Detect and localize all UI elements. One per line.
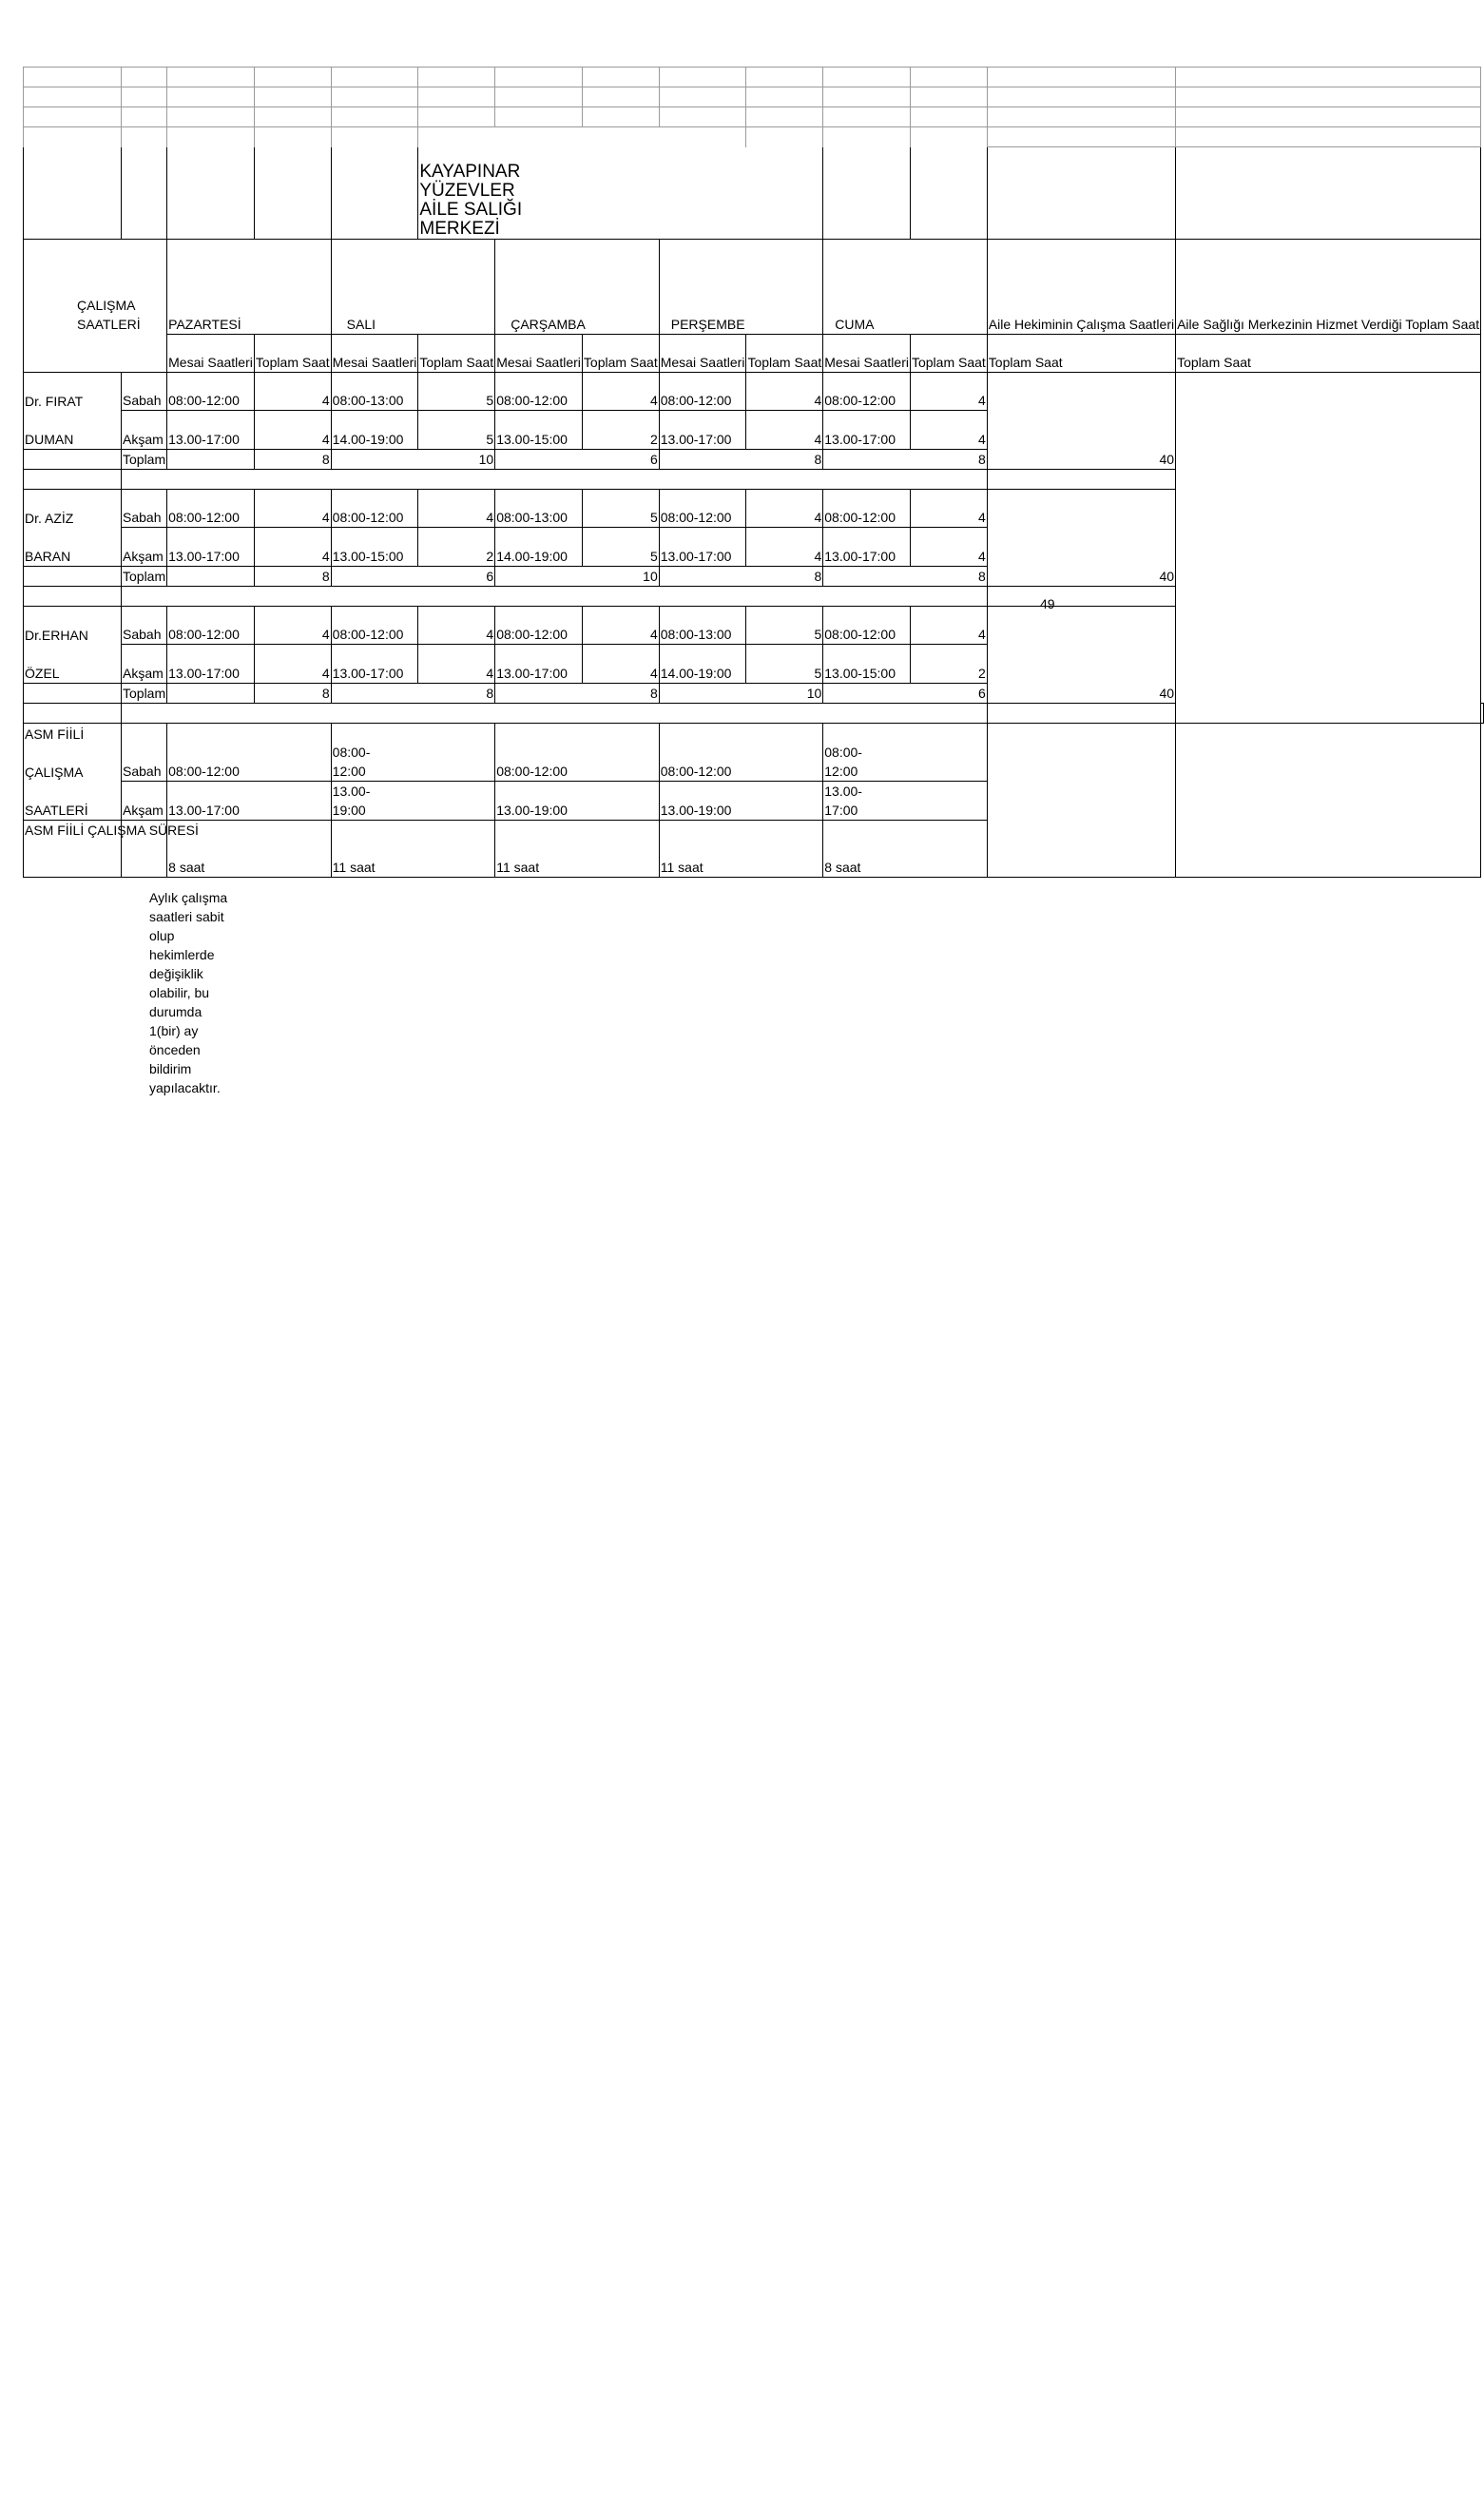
shift-label: Akşam	[122, 528, 167, 567]
shift-hours: 5	[582, 528, 659, 567]
doctor-surname: DUMAN	[24, 411, 122, 450]
shift-hours: 4	[910, 411, 987, 450]
day-total: 10	[582, 567, 659, 587]
toplam-saat-header: Toplam Saat	[987, 335, 1175, 373]
empty-row	[24, 68, 1484, 87]
asm-duration: 11 saat	[331, 821, 495, 878]
shift-hours: 4	[254, 373, 331, 411]
toplam-saat-header: Toplam Saat	[1176, 335, 1481, 373]
day-total: 10	[746, 684, 823, 704]
shift-time: 08:00-13:00	[331, 373, 418, 411]
day-header-wednesday: ÇARŞAMBA	[495, 240, 660, 335]
header-row	[24, 240, 1484, 335]
doctor-surname: ÖZEL	[24, 645, 122, 684]
shift-hours: 2	[582, 411, 659, 450]
shift-time: 13.00-17:00	[167, 645, 255, 684]
asm-row-sabah	[24, 724, 1484, 782]
shift-hours: 4	[254, 607, 331, 645]
total-label: Toplam	[122, 684, 167, 704]
shift-hours: 4	[418, 645, 495, 684]
asm-duration: 11 saat	[659, 821, 823, 878]
day-total: 6	[418, 567, 495, 587]
shift-label: Sabah	[122, 724, 167, 782]
shift-hours: 4	[746, 373, 823, 411]
day-total: 8	[418, 684, 495, 704]
shift-time: 08:00-12:00	[495, 373, 583, 411]
toplam-saat-header: Toplam Saat	[910, 335, 987, 373]
shift-time: 13.00-17:00	[659, 528, 746, 567]
day-total: 8	[910, 450, 987, 470]
doctor-row-sabah	[24, 373, 1484, 411]
shift-hours: 2	[910, 645, 987, 684]
shift-hours: 4	[582, 607, 659, 645]
day-total: 8	[746, 567, 823, 587]
shift-hours: 4	[254, 645, 331, 684]
shift-label: Akşam	[122, 645, 167, 684]
toplam-saat-header: Toplam Saat	[418, 335, 495, 373]
physician-hours-header: Aile Hekiminin Çalışma Saatleri	[987, 240, 1175, 335]
shift-time: 13.00-17:00	[167, 411, 255, 450]
shift-hours: 4	[418, 607, 495, 645]
center-title	[418, 127, 746, 240]
shift-hours: 4	[746, 528, 823, 567]
shift-hours: 2	[418, 528, 495, 567]
shift-hours: 4	[910, 490, 987, 528]
shift-label: Akşam	[122, 411, 167, 450]
doctor-name: Dr. FIRAT	[24, 373, 122, 411]
empty-row	[24, 107, 1484, 127]
toplam-saat-header: Toplam Saat	[582, 335, 659, 373]
shift-time: 13.00-17:00	[659, 411, 746, 450]
asm-label: ASM FİİLİ ÇALIŞMA SAATLERİ	[24, 724, 122, 821]
mesai-header: Mesai Saatleri	[495, 335, 583, 373]
shift-time: 13.00-15:00	[331, 528, 418, 567]
shift-hours: 4	[910, 528, 987, 567]
doctor-name: Dr. AZİZ	[24, 490, 122, 528]
day-total: 10	[418, 450, 495, 470]
shift-time: 08:00-12:00	[495, 607, 583, 645]
title-line: KAYAPINAR	[419, 162, 521, 182]
shift-time: 13.00-17:00	[823, 528, 911, 567]
asm-time: 08:00-12:00	[167, 724, 332, 782]
subheader-row	[24, 335, 1484, 373]
toplam-saat-header: Toplam Saat	[746, 335, 823, 373]
shift-time: 13.00-17:00	[823, 411, 911, 450]
asm-time: 08:00-12:00	[331, 724, 495, 782]
doctor-surname: BARAN	[24, 528, 122, 567]
weekly-total: 40	[987, 373, 1175, 470]
shift-time: 13.00-15:00	[495, 411, 583, 450]
total-label: Toplam	[122, 567, 167, 587]
calisma-saatleri-header: ÇALIŞMA SAATLERİ	[24, 240, 167, 373]
day-total: 8	[254, 684, 331, 704]
shift-hours: 5	[418, 373, 495, 411]
day-total: 8	[254, 567, 331, 587]
mesai-header: Mesai Saatleri	[167, 335, 255, 373]
day-header-monday: PAZARTESİ	[167, 240, 332, 335]
day-header-thursday: PERŞEMBE	[659, 240, 823, 335]
day-total: 8	[746, 450, 823, 470]
toplam-saat-header: Toplam Saat	[254, 335, 331, 373]
shift-hours: 4	[746, 411, 823, 450]
asm-time: 13.00-19:00	[495, 782, 660, 821]
shift-time: 14.00-19:00	[331, 411, 418, 450]
shift-hours: 4	[254, 528, 331, 567]
empty-row	[24, 87, 1484, 107]
shift-time: 08:00-12:00	[167, 373, 255, 411]
shift-hours: 4	[582, 645, 659, 684]
shift-time: 08:00-13:00	[495, 490, 583, 528]
shift-time: 08:00-12:00	[659, 373, 746, 411]
shift-label: Sabah	[122, 373, 167, 411]
asm-time: 13.00-19:00	[331, 782, 495, 821]
shift-hours: 4	[254, 411, 331, 450]
shift-time: 08:00-12:00	[167, 490, 255, 528]
weekly-total: 40	[987, 490, 1175, 587]
mesai-header: Mesai Saatleri	[823, 335, 911, 373]
shift-hours: 5	[746, 607, 823, 645]
shift-time: 08:00-12:00	[659, 490, 746, 528]
shift-time: 13.00-17:00	[495, 645, 583, 684]
day-header-friday: CUMA	[823, 240, 988, 335]
shift-hours: 4	[418, 490, 495, 528]
center-hours-header: Aile Sağlığı Merkezinin Hizmet Verdiği Toplam Saat	[1176, 240, 1481, 335]
schedule-table	[23, 67, 1484, 878]
asm-duration: 8 saat	[823, 821, 988, 878]
asm-sure-label: ASM FİİLİ ÇALIŞMA SÜRESİ	[24, 821, 122, 878]
shift-time: 13.00-17:00	[331, 645, 418, 684]
asm-duration: 8 saat	[167, 821, 332, 878]
shift-time: 14.00-19:00	[659, 645, 746, 684]
shift-hours: 4	[910, 373, 987, 411]
shift-time: 08:00-12:00	[823, 607, 911, 645]
day-total: 8	[254, 450, 331, 470]
mesai-header: Mesai Saatleri	[659, 335, 746, 373]
footnote: Aylık çalışma saatleri sabit olup hekimlerde değişiklik olabilir, bu durumda 1(bir) ay önceden bildirim yapılacaktır.	[149, 890, 228, 1095]
day-total: 6	[582, 450, 659, 470]
shift-time: 08:00-12:00	[331, 490, 418, 528]
shift-hours: 4	[254, 490, 331, 528]
shift-hours: 4	[582, 373, 659, 411]
shift-hours: 5	[746, 645, 823, 684]
shift-time: 08:00-12:00	[167, 607, 255, 645]
shift-hours: 5	[418, 411, 495, 450]
title-line: YÜZEVLER	[419, 181, 515, 201]
mesai-header: Mesai Saatleri	[331, 335, 418, 373]
title-line: AİLE SALIĞI	[419, 200, 523, 220]
asm-time: 08:00-12:00	[495, 724, 660, 782]
shift-time: 08:00-12:00	[331, 607, 418, 645]
total-label: Toplam	[122, 450, 167, 470]
shift-hours: 4	[746, 490, 823, 528]
shift-time: 13.00-17:00	[167, 528, 255, 567]
shift-label: Sabah	[122, 490, 167, 528]
shift-hours: 5	[582, 490, 659, 528]
day-total: 8	[910, 567, 987, 587]
asm-duration: 11 saat	[495, 821, 660, 878]
shift-label: Akşam	[122, 782, 167, 821]
asm-time: 13.00-19:00	[659, 782, 823, 821]
shift-time: 14.00-19:00	[495, 528, 583, 567]
asm-time: 13.00-17:00	[823, 782, 988, 821]
shift-time: 08:00-12:00	[823, 373, 911, 411]
asm-time: 13.00-17:00	[167, 782, 332, 821]
day-header-tuesday: SALI	[331, 240, 495, 335]
shift-label: Sabah	[122, 607, 167, 645]
shift-time: 08:00-12:00	[823, 490, 911, 528]
doctor-name: Dr.ERHAN	[24, 607, 122, 645]
title-line: MERKEZİ	[419, 219, 500, 239]
shift-time: 08:00-13:00	[659, 607, 746, 645]
asm-time: 08:00-12:00	[823, 724, 988, 782]
day-total: 8	[582, 684, 659, 704]
asm-time: 08:00-12:00	[659, 724, 823, 782]
weekly-total: 40	[987, 607, 1175, 704]
shift-time: 13.00-15:00	[823, 645, 911, 684]
day-total: 6	[910, 684, 987, 704]
center-total-cell	[1176, 373, 1481, 724]
center-grand-total: 49	[1040, 596, 1055, 611]
shift-hours: 4	[910, 607, 987, 645]
